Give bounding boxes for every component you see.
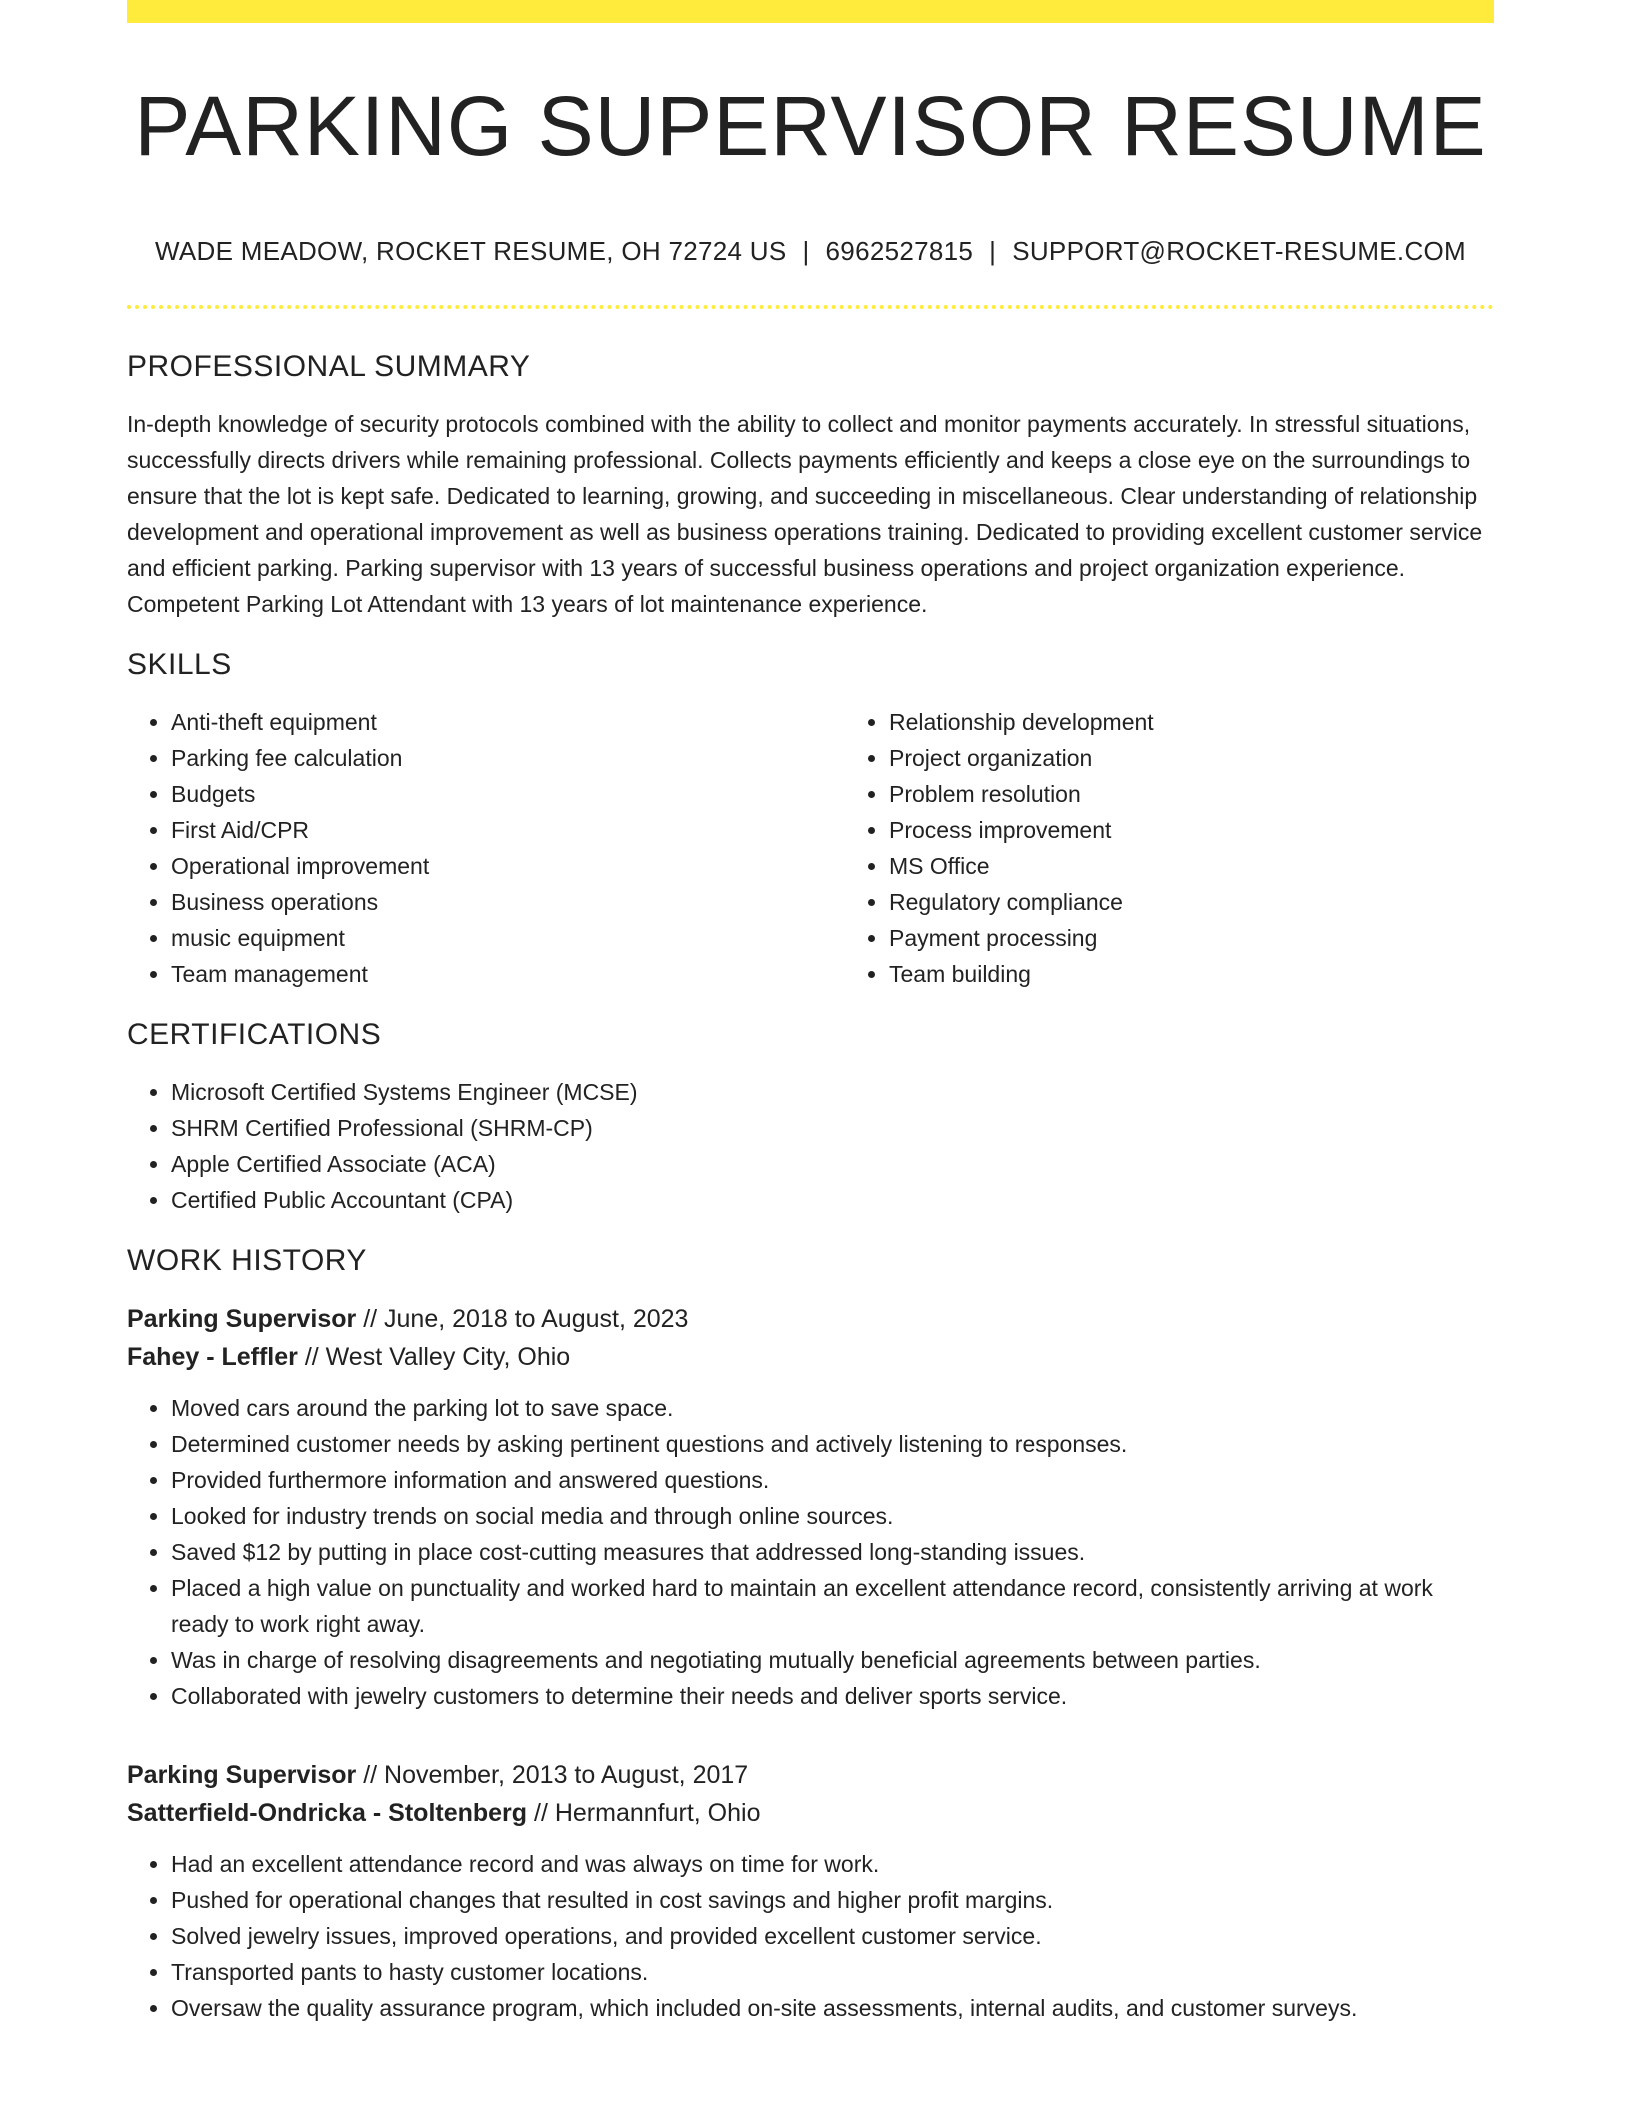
contact-address: WADE MEADOW, ROCKET RESUME, OH 72724 US xyxy=(154,236,787,266)
skills-grid xyxy=(127,704,1494,992)
job-duty: • Provided furthermore information and answered questions. xyxy=(171,1462,1494,1498)
job-duty: • Was in charge of resolving disagreements and negotiating mutually beneficial agreements between parties. xyxy=(171,1642,1494,1678)
skill-item: • Business operations xyxy=(171,884,845,920)
skill-item: • Payment processing xyxy=(889,920,1563,956)
certifications-heading: CERTIFICATIONS xyxy=(127,1018,382,1051)
dotted-divider xyxy=(127,305,1494,309)
summary-section xyxy=(127,350,1494,622)
job-duty: • Solved jewelry issues, improved operations, and provided excellent customer service. xyxy=(171,1918,1494,1954)
skill-item: • music equipment xyxy=(171,920,845,956)
skill-item: • Problem resolution xyxy=(889,776,1563,812)
job-duty: • Transported pants to hasty customer locations. xyxy=(171,1954,1494,1990)
summary-text: In-depth knowledge of security protocols combined with the ability to collect and monitor payments accurately. In stressful situations, successfully directs drivers while remaining professional. Collects payments efficiently and keeps a close eye on the surroundings to ensure that the lot is kept safe. Dedicated to learning, growing, and succeeding in miscellaneous. Clear understanding of relationship development and operational improvement as well as business operations training. Dedicated to providing excellent customer service and efficient parking. Parking supervisor with 13 years of successful business operations and project organization experience. Competent Parking Lot Attendant with 13 years of lot maintenance experience. xyxy=(127,411,1483,617)
certification-item: • Microsoft Certified Systems Engineer (MCSE) xyxy=(171,1074,1494,1110)
skills-left-list xyxy=(127,704,845,992)
job-role: Parking Supervisor xyxy=(127,1305,357,1333)
certification-item: • SHRM Certified Professional (SHRM-CP) xyxy=(171,1110,1494,1146)
skill-item: • Operational improvement xyxy=(171,848,845,884)
top-accent-bar xyxy=(127,0,1494,23)
resume-body xyxy=(127,350,1494,2068)
contact-phone: 6962527815 xyxy=(825,236,974,266)
job-duty: • Collaborated with jewelry customers to determine their needs and deliver sports service. xyxy=(171,1678,1494,1714)
work-history-heading: WORK HISTORY xyxy=(127,1244,367,1277)
contact-line xyxy=(127,236,1494,267)
summary-heading: PROFESSIONAL SUMMARY xyxy=(127,350,531,383)
job-role-line xyxy=(127,1756,1494,1794)
certifications-section xyxy=(127,1018,1494,1218)
skill-item: • Budgets xyxy=(171,776,845,812)
resume-title: PARKING SUPERVISOR RESUME xyxy=(134,79,1487,173)
contact-separator: | xyxy=(989,236,997,266)
job-entry xyxy=(127,1756,1494,2026)
certifications-list xyxy=(127,1074,1494,1218)
contact-email: SUPPORT@ROCKET-RESUME.COM xyxy=(1012,236,1467,266)
job-duty: • Moved cars around the parking lot to save space. xyxy=(171,1390,1494,1426)
job-company-line xyxy=(127,1338,1494,1376)
work-history-section xyxy=(127,1244,1494,2026)
job-dates: // June, 2018 to August, 2023 xyxy=(356,1305,689,1333)
job-company-line xyxy=(127,1794,1494,1832)
job-location: // West Valley City, Ohio xyxy=(297,1343,571,1371)
skill-item: • MS Office xyxy=(889,848,1563,884)
skill-item: • Team management xyxy=(171,956,845,992)
skill-item: • Regulatory compliance xyxy=(889,884,1563,920)
job-entry xyxy=(127,1300,1494,1714)
skill-item: • Process improvement xyxy=(889,812,1563,848)
skill-item: • Parking fee calculation xyxy=(171,740,845,776)
job-duty: • Oversaw the quality assurance program, which included on-site assessments, internal audits, and customer surveys. xyxy=(171,1990,1494,2026)
job-duty: • Determined customer needs by asking pertinent questions and actively listening to responses. xyxy=(171,1426,1494,1462)
skill-item: • Team building xyxy=(889,956,1563,992)
job-duty: • Looked for industry trends on social media and through online sources. xyxy=(171,1498,1494,1534)
job-location: // Hermannfurt, Ohio xyxy=(527,1799,761,1827)
job-role-line xyxy=(127,1300,1494,1338)
job-role: Parking Supervisor xyxy=(127,1761,357,1789)
skills-right-list xyxy=(845,704,1563,992)
job-company: Satterfield-Ondricka - Stoltenberg xyxy=(127,1799,528,1827)
job-duty: • Had an excellent attendance record and was always on time for work. xyxy=(171,1846,1494,1882)
skills-section xyxy=(127,648,1494,992)
skill-item: • Anti-theft equipment xyxy=(171,704,845,740)
certification-item: • Certified Public Accountant (CPA) xyxy=(171,1182,1494,1218)
job-duties-list xyxy=(127,1390,1494,1714)
job-duties-list xyxy=(127,1846,1494,2026)
job-duty: • Pushed for operational changes that resulted in cost savings and higher profit margins. xyxy=(171,1882,1494,1918)
job-dates: // November, 2013 to August, 2017 xyxy=(356,1761,749,1789)
contact-separator: | xyxy=(802,236,810,266)
job-duty: • Placed a high value on punctuality and worked hard to maintain an excellent attendance record, consistently arriving at work ready to work right away. xyxy=(171,1570,1494,1642)
job-duty: • Saved $12 by putting in place cost-cutting measures that addressed long-standing issues. xyxy=(171,1534,1494,1570)
skill-item: • First Aid/CPR xyxy=(171,812,845,848)
certification-item: • Apple Certified Associate (ACA) xyxy=(171,1146,1494,1182)
skill-item: • Project organization xyxy=(889,740,1563,776)
job-company: Fahey - Leffler xyxy=(127,1343,298,1371)
skills-heading: SKILLS xyxy=(127,648,232,681)
skill-item: • Relationship development xyxy=(889,704,1563,740)
